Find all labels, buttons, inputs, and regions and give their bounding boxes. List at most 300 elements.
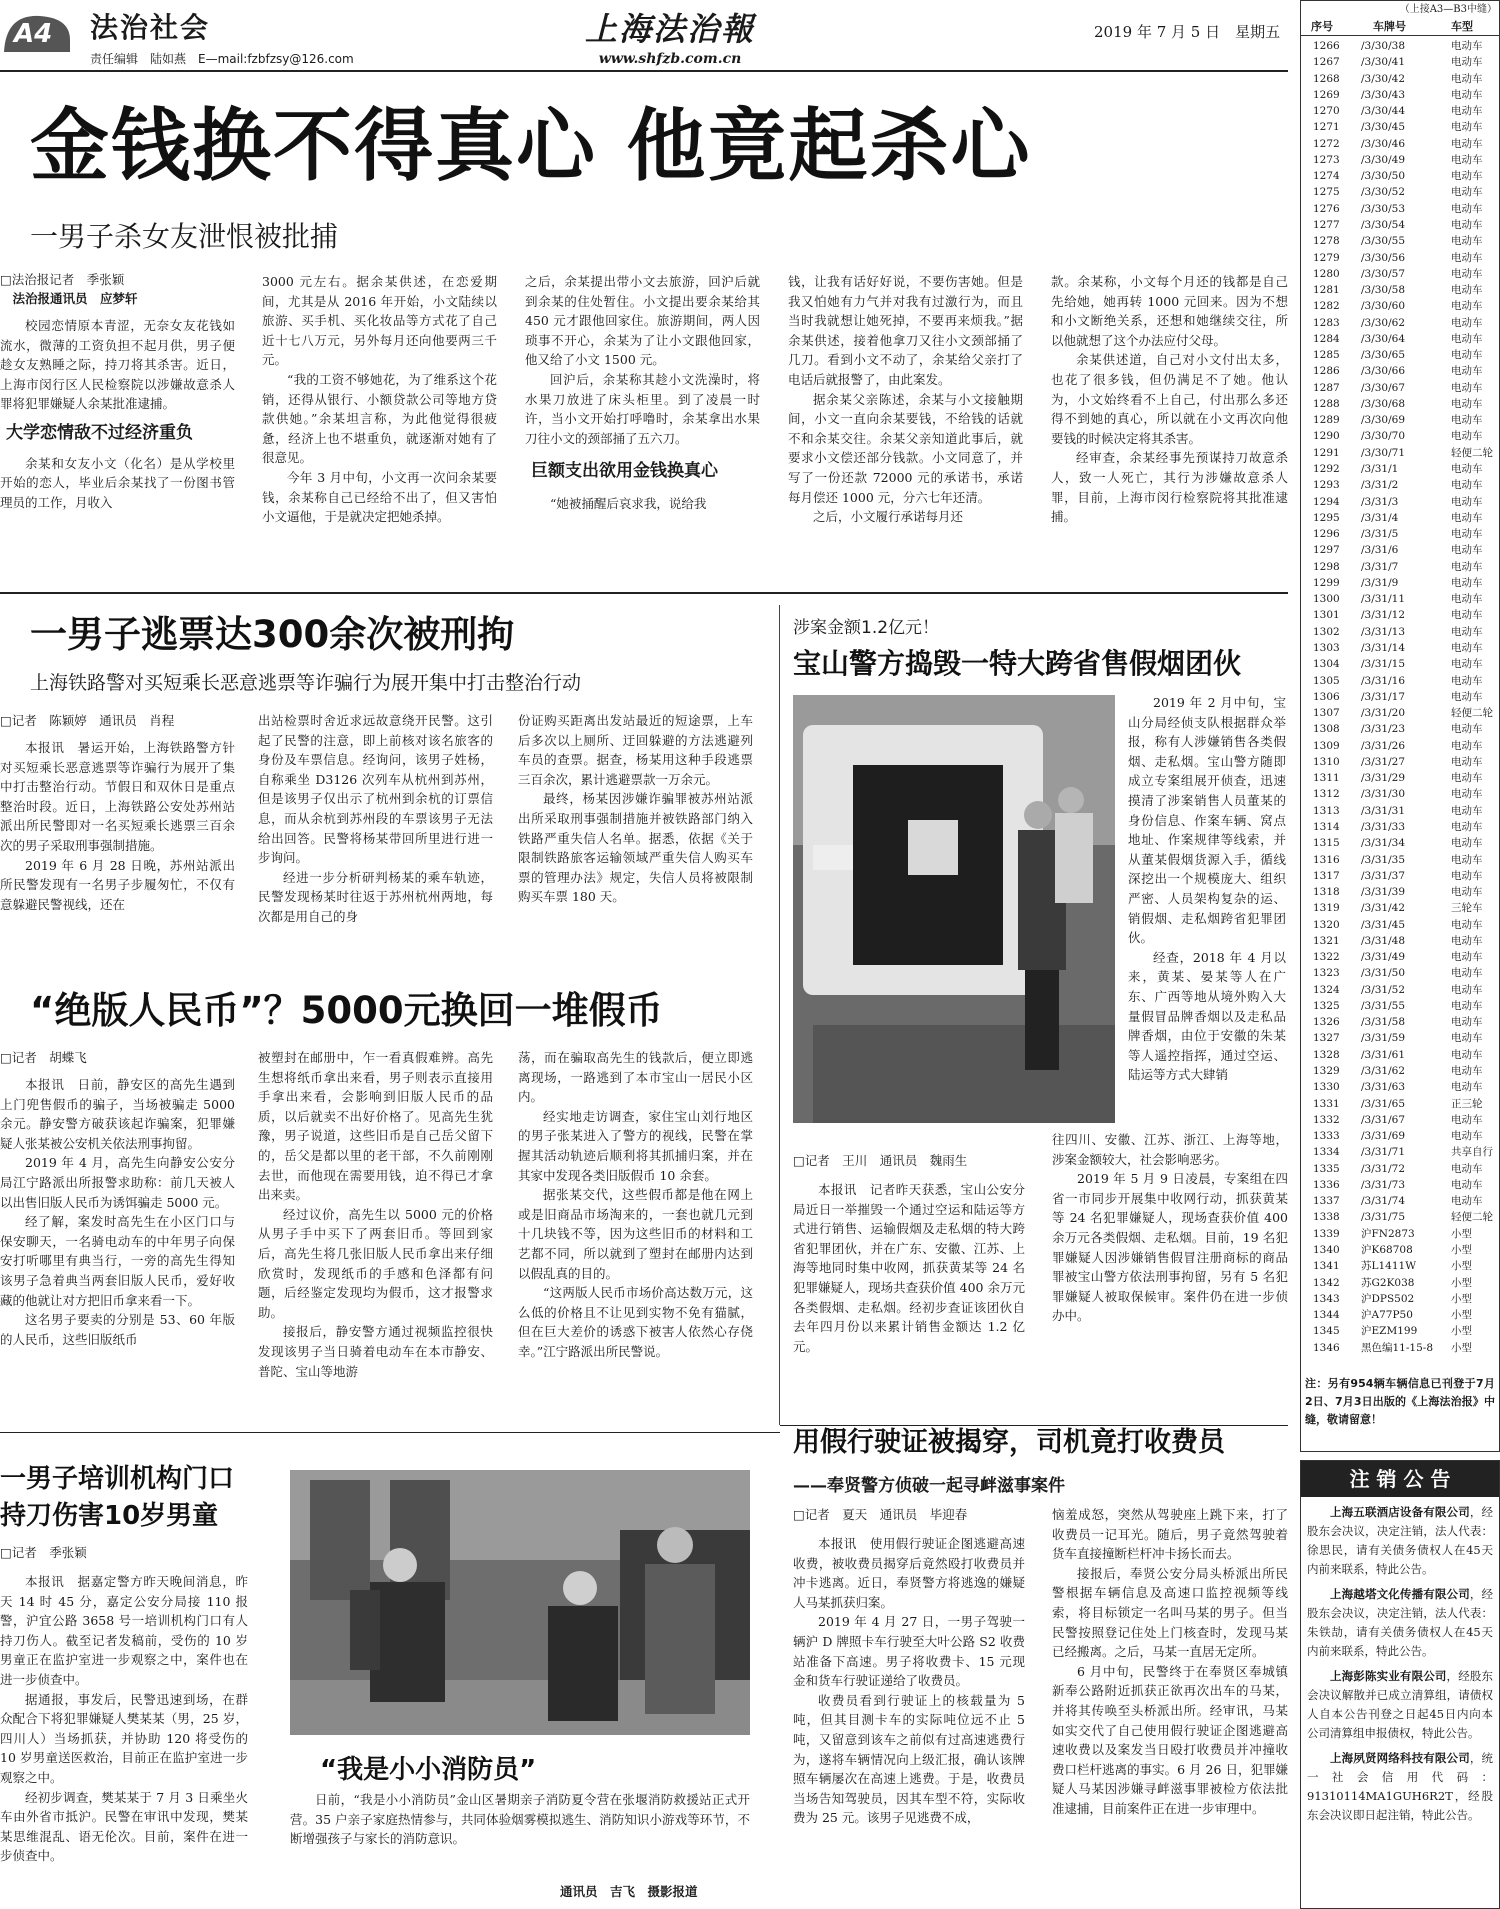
notice-text: ，经股东会决议，决定注销，法人代表：朱铁劼，请有关债务债权人在45天内前来联系，特此公告。 xyxy=(1307,1587,1494,1658)
row-type: 电动车 xyxy=(1451,755,1483,768)
row-index: 1308 xyxy=(1313,723,1340,736)
row-type: 电动车 xyxy=(1451,804,1483,817)
article3-bottom-rule xyxy=(0,1432,780,1433)
table-row xyxy=(1301,233,1499,249)
article7-para: 接报后，奉贤公安分局头桥派出所民警根据车辆信息及高速口监控视频等线索，将目标锁定一名叫马某的男子。但当民警按照登记住处上门核查时，发现马某已经搬离。之后，马某一直居无定所。 xyxy=(1052,1565,1288,1660)
header-type: 车型 xyxy=(1451,20,1473,33)
table-row xyxy=(1301,201,1499,217)
row-index: 1303 xyxy=(1313,641,1340,654)
article3-headline: “绝版人民币”？5000元换回一堆假币 xyxy=(30,989,663,1032)
table-row xyxy=(1301,656,1499,672)
row-plate: 苏L1411W xyxy=(1361,1260,1416,1273)
row-plate: /3/30/50 xyxy=(1361,170,1406,183)
row-index: 1337 xyxy=(1313,1195,1340,1208)
row-type: 电动车 xyxy=(1451,186,1483,199)
row-plate: /3/31/14 xyxy=(1361,641,1406,654)
row-plate: /3/31/16 xyxy=(1361,674,1406,687)
row-type: 小型 xyxy=(1451,1276,1472,1289)
notice-company: 上海彭陈实业有限公司 xyxy=(1330,1669,1447,1683)
article7-para: 收费员看到行驶证上的核载量为 5 吨，但其目测卡车的实际吨位远不止 5 吨，又留意到该车之前似有过高速逃费行为，遂将车辆情况向上级汇报，确认该牌照车辆屡次在高速上逃费。于是，收费员当场告知驾驶员，因其车型不符，实际收费为 25 元。该男子见逃费不成， xyxy=(793,1692,1025,1826)
article3-column-1 xyxy=(0,1048,235,1423)
row-index: 1292 xyxy=(1313,463,1340,476)
table-row xyxy=(1301,445,1499,461)
row-type: 小型 xyxy=(1451,1325,1472,1338)
row-index: 1297 xyxy=(1313,544,1340,557)
row-plate: /3/31/52 xyxy=(1361,983,1406,996)
table-row xyxy=(1301,1112,1499,1128)
row-type: 电动车 xyxy=(1451,349,1483,362)
article3-para: 据张某交代，这些假币都是他在网上或是旧商品市场淘来的，一套也就几元到十几块钱不等，因为这些旧币的材料和工艺都不同，所以就到了塑封在邮册内达到以假乱真的目的。 xyxy=(518,1187,753,1281)
row-index: 1344 xyxy=(1313,1309,1340,1322)
row-plate: /3/30/57 xyxy=(1361,267,1406,280)
table-row xyxy=(1301,1030,1499,1046)
table-row xyxy=(1301,933,1499,949)
row-type: 电动车 xyxy=(1451,88,1483,101)
row-index: 1276 xyxy=(1313,202,1340,215)
article7-para: 6 月中旬，民警终于在奉贤区奉城镇新奉公路附近抓获正欲再次出车的马某，并将其传唤至头桥派出所。经审讯，马某如实交代了自己使用假行驶证企图逃避高速收费以及案发当日殴打收费员并冲撞收费口栏杆逃离的事实。6 月 26 日，犯罪嫌疑人马某因涉嫌寻衅滋事罪被检方依法批准逮捕，目前案件正在进一步审理中。 xyxy=(1052,1663,1288,1816)
row-type: 小型 xyxy=(1451,1227,1472,1240)
article1-para: 款。余某称，小文每个月还的钱都是自己先给她，她再转 1000 元回来。因为不想和小文断绝关系，还想和她继续交往，所以他就想了这个办法应付父母。 xyxy=(1051,274,1288,348)
row-type: 电动车 xyxy=(1451,641,1483,654)
row-type: 电动车 xyxy=(1451,397,1483,410)
article3-para: 接报后，静安警方通过视频监控很快发现该男子当日骑着电动车在本市静安、普陀、宝山等地游 xyxy=(258,1324,493,1379)
table-row xyxy=(1301,1258,1499,1274)
article4-headline-line2: 持刀伤害10岁男童 xyxy=(0,1501,219,1531)
notice-text: ，经股东会决议，决定注销，法人代表：徐思民，请有关债务债权人在45天内前来联系，特此公告。 xyxy=(1307,1505,1494,1576)
row-plate: /3/30/65 xyxy=(1361,349,1406,362)
article6-para: 2019 年 5 月 9 日凌晨，专案组在四省一市同步开展集中收网行动，抓获黄某等 24 名犯罪嫌疑人，现场查获价值 400 余万元各类假烟、走私烟。目前，19 名犯罪嫌疑人因涉嫌销售假冒注册商标的商品罪被宝山警方依法刑事拘留，另有 5 名犯罪嫌疑人被取保候审。案件仍在进一步侦办中。 xyxy=(1052,1171,1288,1324)
table-row xyxy=(1301,38,1499,54)
section-name: 法治社会 xyxy=(90,11,211,44)
row-index: 1326 xyxy=(1313,1016,1340,1029)
table-row xyxy=(1301,1340,1499,1356)
row-type: 电动车 xyxy=(1451,739,1483,752)
table-row xyxy=(1301,868,1499,884)
row-type: 电动车 xyxy=(1451,788,1483,801)
table-row xyxy=(1301,103,1499,119)
article6-photo-image xyxy=(793,695,1115,1123)
row-plate: /3/30/69 xyxy=(1361,414,1406,427)
row-type: 电动车 xyxy=(1451,967,1483,980)
photo-caption xyxy=(290,1790,750,1870)
table-row xyxy=(1301,412,1499,428)
table-row xyxy=(1301,1323,1499,1339)
article3-byline: □记者 胡蝶飞 xyxy=(0,1050,87,1065)
row-index: 1304 xyxy=(1313,658,1340,671)
row-index: 1315 xyxy=(1313,837,1340,850)
row-type: 电动车 xyxy=(1451,40,1483,52)
article1-para: 校园恋情原本青涩，无奈女友花钱如流水，微薄的工资负担不起月供，男子便趁女友熟睡之际，持刀将其杀害。近日，上海市闵行区人民检察院以涉嫌故意杀人罪将犯罪嫌疑人余某批准逮捕。 xyxy=(0,318,235,412)
row-plate: /3/30/41 xyxy=(1361,56,1406,69)
row-plate: 黑色编11-15-8 xyxy=(1361,1341,1433,1354)
row-index: 1336 xyxy=(1313,1178,1340,1191)
row-plate: /3/30/71 xyxy=(1361,446,1406,459)
row-plate: /3/31/27 xyxy=(1361,755,1406,768)
paper-name: 上海法治報 xyxy=(584,10,755,48)
article4-para: 本报讯 据嘉定警方昨天晚间消息，昨天 14 时 45 分，嘉定公安分局接 110 报警，沪宜公路 3658 号一培训机构门口有人持刀伤人。截至记者发稿前，受伤的 10 岁男童正在监护室进一步观察之中，案件也在进一步侦查中。 xyxy=(0,1574,248,1687)
row-plate: /3/31/62 xyxy=(1361,1065,1406,1077)
row-type: 电动车 xyxy=(1451,544,1483,557)
row-type: 电动车 xyxy=(1451,853,1483,866)
article2-para: 经进一步分析研判杨某的乘车轨迹，民警发现杨某时往返于苏州杭州两地，每次都是用自己的身 xyxy=(258,869,493,924)
row-plate: 沪FN2873 xyxy=(1361,1227,1415,1240)
row-index: 1342 xyxy=(1313,1276,1340,1289)
row-type: 电动车 xyxy=(1451,869,1483,882)
row-index: 1305 xyxy=(1313,674,1340,687)
middle-column-divider xyxy=(779,605,780,1425)
row-plate: /3/30/66 xyxy=(1361,365,1406,378)
row-plate: /3/31/13 xyxy=(1361,625,1406,638)
row-type: 电动车 xyxy=(1451,1178,1483,1191)
article1-para: 3000 元左右。据余某供述，在恋爱期间，尤其是从 2016 年开始，小文陆续以旅游、买手机、买化妆品等方式花了自己近十七八万元，另外每月还向他要两三千元。 xyxy=(262,274,497,368)
row-index: 1321 xyxy=(1313,934,1340,947)
row-plate: /3/31/6 xyxy=(1361,544,1399,557)
row-type: 电动车 xyxy=(1451,170,1483,183)
table-row xyxy=(1301,900,1499,916)
row-index: 1282 xyxy=(1313,300,1340,313)
row-type: 轻便二轮 xyxy=(1451,1211,1493,1224)
row-type: 电动车 xyxy=(1451,609,1483,622)
table-top-note: （上接A3—B3中缝） xyxy=(1399,4,1497,15)
fire-camp-photo-image xyxy=(290,1470,750,1735)
row-type: 电动车 xyxy=(1451,121,1483,134)
row-index: 1285 xyxy=(1313,349,1340,362)
row-index: 1280 xyxy=(1313,267,1340,280)
vehicle-table-box xyxy=(1300,0,1500,1452)
row-index: 1317 xyxy=(1313,869,1340,882)
article1-para: 之后，小文履行承诺每月还 xyxy=(813,509,964,525)
row-type: 电动车 xyxy=(1451,202,1483,215)
table-row xyxy=(1301,347,1499,363)
row-index: 1289 xyxy=(1313,414,1340,427)
row-plate: /3/31/69 xyxy=(1361,1130,1406,1143)
table-row xyxy=(1301,575,1499,591)
table-row xyxy=(1301,298,1499,314)
row-plate: /3/31/35 xyxy=(1361,853,1406,866)
table-row xyxy=(1301,1177,1499,1193)
article1-subhead-2: 巨额支出欲用金钱换真心 xyxy=(531,461,718,482)
row-index: 1307 xyxy=(1313,707,1340,720)
row-plate: /3/31/37 xyxy=(1361,869,1406,882)
article1-para: “我的工资不够她花，为了维系这个花销，还得从银行、小额贷款公司等地方贷款供她。”余某坦言称，为此他觉得很疲惫，经济上也不堪重负，就逐渐对她有了很意见。 xyxy=(262,371,497,466)
row-index: 1327 xyxy=(1313,1032,1340,1045)
table-row xyxy=(1301,738,1499,754)
table-row xyxy=(1301,331,1499,347)
table-row xyxy=(1301,250,1499,266)
row-index: 1296 xyxy=(1313,528,1340,541)
row-type: 电动车 xyxy=(1451,837,1483,850)
row-type: 电动车 xyxy=(1451,365,1483,378)
row-plate: /3/30/45 xyxy=(1361,121,1406,134)
article3-para: 荡，而在骗取高先生的钱款后，便立即逃离现场，一路逃到了本市宝山一居民小区内。 xyxy=(518,1050,753,1105)
row-plate: /3/31/55 xyxy=(1361,999,1406,1012)
row-type: 电动车 xyxy=(1451,658,1483,671)
row-type: 电动车 xyxy=(1451,1162,1483,1175)
photo-credit: 通讯员 吉飞 摄影报道 xyxy=(560,1884,698,1899)
table-row xyxy=(1301,786,1499,802)
row-index: 1335 xyxy=(1313,1162,1340,1175)
article6-para: 往四川、安徽、江苏、浙江、上海等地，涉案金额较大，社会影响恶劣。 xyxy=(1052,1132,1288,1167)
header-index: 序号 xyxy=(1311,20,1333,33)
row-type: 轻便二轮 xyxy=(1451,707,1493,720)
table-row xyxy=(1301,835,1499,851)
photo-caption-title: “我是小小消防员” xyxy=(320,1755,537,1785)
row-index: 1269 xyxy=(1313,88,1340,101)
row-index: 1312 xyxy=(1313,788,1340,801)
row-plate: /3/31/34 xyxy=(1361,837,1406,850)
row-type: 三轮车 xyxy=(1451,902,1483,915)
notice-text: ，经股东会决议解散并已成立清算组，请债权人自本公告刊登之日起45日内向本公司清算组申报债权，特此公告。 xyxy=(1307,1669,1494,1740)
row-type: 小型 xyxy=(1451,1260,1472,1273)
row-type: 电动车 xyxy=(1451,951,1483,964)
article1-bottom-rule xyxy=(0,592,1288,594)
row-plate: 沪K68708 xyxy=(1361,1243,1413,1256)
table-row xyxy=(1301,917,1499,933)
row-index: 1291 xyxy=(1313,446,1340,459)
article1-para: 经审查，余某经事先预谋持刀故意杀人，致一人死亡，其行为涉嫌故意杀人罪，目前，上海市闵行检察院将其批准逮捕。 xyxy=(1051,450,1288,525)
row-plate: /3/30/64 xyxy=(1361,332,1406,345)
row-index: 1300 xyxy=(1313,593,1340,606)
row-index: 1311 xyxy=(1313,772,1340,785)
row-index: 1267 xyxy=(1313,56,1340,69)
row-type: 电动车 xyxy=(1451,495,1483,508)
page-number: A4 xyxy=(14,19,53,49)
row-index: 1284 xyxy=(1313,332,1340,345)
row-type: 电动车 xyxy=(1451,414,1483,427)
article1-byline: □法治报记者 季张颖 xyxy=(0,272,125,287)
table-row xyxy=(1301,607,1499,623)
row-index: 1271 xyxy=(1313,121,1340,134)
article6-para: 本报讯 记者昨天获悉，宝山公安分局近日一举摧毁一个通过空运和陆运等方式进行销售、运输假烟及走私烟的特大跨省犯罪团伙，并在广东、安徽、江苏、上海等地同时集中收网，抓获黄某等 24 名犯罪嫌疑人，现场共查获价值 400 余万元各类假烟、走私烟。经初步查证该团伙自去年四月份以来累计销售金额达 1.2 亿元。 xyxy=(793,1182,1025,1354)
article1-byline-2: 法治报通讯员 应梦轩 xyxy=(0,291,138,306)
row-plate: /3/31/71 xyxy=(1361,1146,1406,1159)
table-row xyxy=(1301,71,1499,87)
row-type: 电动车 xyxy=(1451,267,1483,280)
article7-para: 恼羞成怒，突然从驾驶座上跳下来，打了收费员一记耳光。随后，男子竟然驾驶着货车直接撞断栏杆冲卡扬长而去。 xyxy=(1052,1507,1288,1562)
row-plate: 沪DPS502 xyxy=(1361,1292,1415,1305)
row-plate: /3/30/49 xyxy=(1361,153,1406,166)
row-index: 1273 xyxy=(1313,153,1340,166)
article2-column-2 xyxy=(258,711,493,966)
row-plate: /3/31/1 xyxy=(1361,463,1399,476)
row-index: 1294 xyxy=(1313,495,1340,508)
paper-url: www.shfzb.com.cn xyxy=(598,51,742,67)
row-plate: /3/30/58 xyxy=(1361,284,1406,297)
article1-para: 钱，让我有话好好说，不要伤害她。但是我又怕她有力气并对我有过激行为，而且当时我就想让她死掉，不要再来烦我。”据余某供述，接着他拿刀又往小文颈部捅了几刀。看到小文不动了，余某给父亲打了电话后就报警了，由此案发。 xyxy=(788,274,1023,387)
table-row xyxy=(1301,1193,1499,1209)
row-type: 电动车 xyxy=(1451,593,1483,606)
notice-box xyxy=(1300,1460,1500,1909)
table-row xyxy=(1301,1242,1499,1258)
row-type: 电动车 xyxy=(1451,1081,1483,1094)
page-badge xyxy=(0,10,72,54)
row-type: 电动车 xyxy=(1451,820,1483,833)
article1-headline: 金钱换不得真心 他竟起杀心 xyxy=(30,100,1032,192)
table-row xyxy=(1301,54,1499,70)
row-type: 电动车 xyxy=(1451,1032,1483,1045)
row-index: 1339 xyxy=(1313,1227,1340,1240)
notice-item xyxy=(1307,1749,1493,1825)
article7-column-1 xyxy=(793,1505,1025,1905)
row-plate: /3/30/54 xyxy=(1361,218,1406,231)
article2-headline: 一男子逃票达300余次被刑拘 xyxy=(30,613,515,656)
row-type: 电动车 xyxy=(1451,1130,1483,1143)
table-row xyxy=(1301,380,1499,396)
header-plate: 车牌号 xyxy=(1373,20,1406,33)
row-index: 1277 xyxy=(1313,218,1340,231)
article1-subhead-1: 大学恋情敌不过经济重负 xyxy=(6,422,193,443)
article2-para: 份证购买距离出发站最近的短途票，上车后多次以上厕所、迂回躲避的方法逃避列车员的查票。据查，杨某用这种手段逃票三百余次，累计逃避票款一万余元。 xyxy=(518,713,753,787)
table-row xyxy=(1301,1047,1499,1063)
row-index: 1290 xyxy=(1313,430,1340,443)
row-type: 小型 xyxy=(1451,1292,1472,1305)
row-type: 电动车 xyxy=(1451,153,1483,166)
row-index: 1318 xyxy=(1313,886,1340,899)
row-plate: /3/31/30 xyxy=(1361,788,1406,801)
fire-camp-photo xyxy=(290,1470,750,1735)
table-row xyxy=(1301,87,1499,103)
row-index: 1313 xyxy=(1313,804,1340,817)
table-row xyxy=(1301,852,1499,868)
article1-subheadline: 一男子杀女友泄恨被批捕 xyxy=(30,220,339,253)
row-type: 电动车 xyxy=(1451,918,1483,931)
row-type: 电动车 xyxy=(1451,479,1483,492)
article2-byline: □记者 陈颖婷 通讯员 肖程 xyxy=(0,713,175,728)
row-index: 1279 xyxy=(1313,251,1340,264)
row-plate: /3/30/56 xyxy=(1361,251,1406,264)
row-type: 电动车 xyxy=(1451,381,1483,394)
article3-column-2 xyxy=(258,1048,493,1423)
table-row xyxy=(1301,640,1499,656)
row-index: 1275 xyxy=(1313,186,1340,199)
row-plate: /3/31/7 xyxy=(1361,560,1399,573)
row-plate: /3/30/60 xyxy=(1361,300,1406,313)
row-plate: /3/31/74 xyxy=(1361,1195,1406,1208)
table-row xyxy=(1301,819,1499,835)
row-plate: /3/31/2 xyxy=(1361,479,1399,492)
notice-company: 上海五联酒店设备有限公司 xyxy=(1330,1505,1470,1519)
table-bottom-note: 注：另有954辆车辆信息已刊登于7月2日、7月3日出版的《上海法治报》中缝，敬请留意！ xyxy=(1305,1377,1495,1426)
notice-company: 上海越塔文化传播有限公司 xyxy=(1330,1587,1470,1601)
article1-para: 之后，余某提出带小文去旅游，回沪后就到余某的住处暂住。小文提出要余某给其 450 元才跟他回家住。旅游期间，两人因琐事不开心，余某为了让小文跟他回家，他又给了小文 1500 元。 xyxy=(525,274,760,368)
row-index: 1281 xyxy=(1313,284,1340,297)
row-plate: /3/31/20 xyxy=(1361,707,1406,720)
issue-date: 2019 年 7 月 5 日 星期五 xyxy=(1094,23,1281,41)
row-index: 1334 xyxy=(1313,1146,1340,1159)
photo-caption-text: 日前，“我是小小消防员”金山区暑期亲子消防夏令营在张堰消防救援站正式开营。35 户亲子家庭热情参与，共同体验烟雾模拟逃生、消防知识小游戏等环节，不断增强孩子与家长的消防意识。 xyxy=(290,1792,750,1847)
row-type: 电动车 xyxy=(1451,1016,1483,1029)
row-plate: /3/31/15 xyxy=(1361,658,1406,671)
table-row xyxy=(1301,1291,1499,1307)
table-row xyxy=(1301,705,1499,721)
row-plate: 沪EZM199 xyxy=(1361,1325,1418,1338)
row-index: 1341 xyxy=(1313,1260,1340,1273)
table-row xyxy=(1301,721,1499,737)
table-row xyxy=(1301,673,1499,689)
article3-para: 经过议价，高先生以 5000 元的价格从男子手中买下了两套旧币。等回到家后，高先生将几张旧版人民币拿出来仔细欣赏时，发现纸币的手感和色泽都有问题，后经鉴定发现均为假币，这才报警求助。 xyxy=(258,1206,493,1320)
row-type: 小型 xyxy=(1451,1341,1472,1354)
row-plate: /3/31/72 xyxy=(1361,1162,1406,1175)
row-plate: /3/30/55 xyxy=(1361,235,1406,248)
notice-item xyxy=(1307,1585,1493,1661)
row-plate: /3/30/52 xyxy=(1361,186,1406,199)
article1-column-3 xyxy=(525,272,760,584)
row-type: 电动车 xyxy=(1451,1195,1483,1208)
row-type: 电动车 xyxy=(1451,674,1483,687)
row-plate: /3/31/31 xyxy=(1361,804,1406,817)
article4-para: 据通报，事发后，民警迅速到场，在群众配合下将犯罪嫌疑人樊某某（男，25 岁，四川人）当场抓获，并协助 120 将受伤的 10 岁男童送医救治，目前正在监护室进一步观察之中。 xyxy=(0,1691,248,1785)
table-row xyxy=(1301,152,1499,168)
row-plate: /3/31/11 xyxy=(1361,593,1406,606)
row-index: 1332 xyxy=(1313,1113,1340,1126)
row-type: 电动车 xyxy=(1451,999,1483,1012)
table-row xyxy=(1301,315,1499,331)
row-plate: /3/30/70 xyxy=(1361,430,1406,443)
row-plate: 苏G2K038 xyxy=(1361,1276,1415,1289)
article6-para: 经查，2018 年 4 月以来，黄某、晏某等人在广东、广西等地从境外购入大量假冒品牌香烟以及走私品牌香烟，由位于安徽的朱某等人遥控指挥，通过空运、陆运等方式大肆销 xyxy=(1128,949,1286,1083)
row-index: 1340 xyxy=(1313,1243,1340,1256)
table-row xyxy=(1301,494,1499,510)
row-type: 电动车 xyxy=(1451,137,1483,150)
row-index: 1331 xyxy=(1313,1097,1340,1110)
row-plate: /3/31/42 xyxy=(1361,902,1406,915)
article1-column-1 xyxy=(0,270,235,585)
table-row xyxy=(1301,965,1499,981)
article6-byline: □记者 王川 通讯员 魏雨生 xyxy=(793,1153,968,1168)
row-type: 电动车 xyxy=(1451,105,1483,118)
row-index: 1320 xyxy=(1313,918,1340,931)
table-row xyxy=(1301,1063,1499,1079)
row-plate: /3/31/3 xyxy=(1361,495,1399,508)
row-type: 电动车 xyxy=(1451,332,1483,345)
row-plate: /3/31/58 xyxy=(1361,1016,1406,1029)
article2-para: 本报讯 暑运开始，上海铁路警方针对买短乘长恶意逃票等诈骗行为展开了集中打击整治行动。节假日和双休日是重点整治时段。近日，上海铁路公安处苏州站派出所民警即对一名买短乘长逃票三百余次的男子采取刑事强制措施。 xyxy=(0,740,235,853)
row-plate: /3/30/43 xyxy=(1361,88,1406,101)
table-row xyxy=(1301,526,1499,542)
row-index: 1310 xyxy=(1313,755,1340,768)
row-type: 电动车 xyxy=(1451,690,1483,703)
row-plate: 沪A77P50 xyxy=(1361,1309,1413,1322)
row-plate: /3/31/26 xyxy=(1361,739,1406,752)
article7-byline: □记者 夏天 通讯员 毕迎春 xyxy=(793,1507,968,1522)
row-plate: /3/31/33 xyxy=(1361,820,1406,833)
row-index: 1301 xyxy=(1313,609,1340,622)
article2-para: 2019 年 6 月 28 日晚，苏州站派出所民警发现有一名男子步履匆忙，不仅有意躲避民警视线，还在 xyxy=(0,857,235,912)
row-index: 1278 xyxy=(1313,235,1340,248)
header-rule xyxy=(0,70,1288,72)
row-plate: /3/31/59 xyxy=(1361,1032,1406,1045)
article6-photo xyxy=(793,695,1115,1123)
article1-para: 回沪后，余某称其趁小文洗澡时，将水果刀放进了床头柜里。到了凌晨一时许，当小文开始打呼噜时，余某拿出水果刀往小文的颈部捅了五六刀。 xyxy=(525,371,760,446)
row-index: 1319 xyxy=(1313,902,1340,915)
article4-headline-line1: 一男子培训机构门口 xyxy=(0,1464,235,1494)
row-index: 1272 xyxy=(1313,137,1340,150)
row-index: 1299 xyxy=(1313,576,1340,589)
row-type: 小型 xyxy=(1451,1243,1472,1256)
row-index: 1343 xyxy=(1313,1292,1340,1305)
row-index: 1325 xyxy=(1313,999,1340,1012)
table-row xyxy=(1301,477,1499,493)
row-type: 电动车 xyxy=(1451,625,1483,638)
row-type: 电动车 xyxy=(1451,723,1483,736)
row-index: 1316 xyxy=(1313,853,1340,866)
row-plate: /3/31/50 xyxy=(1361,967,1406,980)
row-index: 1286 xyxy=(1313,365,1340,378)
notice-text: ，统一社会信用代码：91310114MA1GUH6R2T，经股东会决议即日起注销，特此公告。 xyxy=(1307,1751,1494,1822)
row-plate: /3/31/49 xyxy=(1361,951,1406,964)
row-plate: /3/30/62 xyxy=(1361,316,1406,329)
row-index: 1329 xyxy=(1313,1065,1340,1077)
